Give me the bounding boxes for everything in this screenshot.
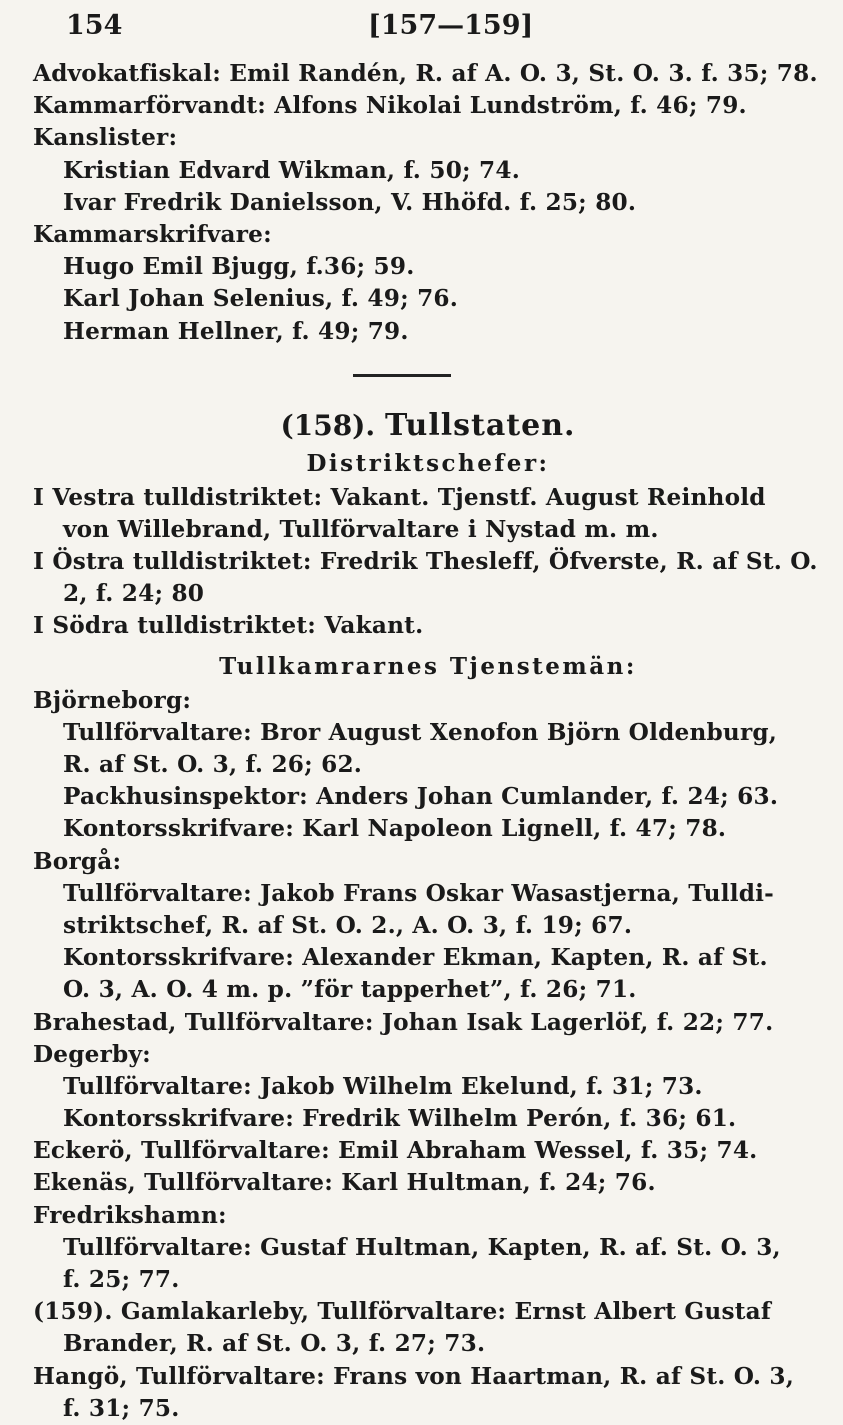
section-title: Tullstaten.	[384, 407, 576, 443]
text-line: f. 25; 77.	[63, 1266, 180, 1293]
text-line: (159). Gamlakarleby, Tullförvaltare: Ernst Albert Gustaf	[33, 1298, 772, 1326]
text-line: Borgå:	[33, 847, 122, 875]
officials-list	[33, 58, 823, 348]
text-line: Karl Johan Selenius, f. 49; 76.	[63, 285, 459, 313]
text-line: Herman Hellner, f. 49; 79.	[63, 317, 409, 345]
text-line: R. af St. O. 3, f. 26; 62.	[63, 751, 363, 778]
text-line: Packhusinspektor: Anders Johan Cumlander, f. 24; 63.	[63, 783, 779, 811]
text-line: Kanslister:	[33, 124, 178, 152]
text-line: Kontorsskrifvare: Fredrik Wilhelm Perón, f. 36; 61.	[63, 1105, 737, 1133]
page-header	[0, 10, 843, 46]
separator-row	[33, 348, 823, 406]
text-line: Tullförvaltare: Gustaf Hultman, Kapten, R. af. St. O. 3,	[63, 1233, 781, 1261]
section-range: [157—159]	[368, 10, 534, 41]
text-line: Kammarskrifvare:	[33, 220, 272, 248]
page-content	[33, 58, 823, 1425]
text-line: von Willebrand, Tullförvaltare i Nystad m. m.	[63, 515, 659, 543]
text-line: O. 3, A. O. 4 m. p. ”för tapperhet”, f. 26; 71.	[63, 976, 637, 1004]
subheading-customs-officials: Tullkamrarnes Tjenstemän:	[219, 652, 637, 680]
text-line: Björneborg:	[33, 686, 192, 714]
text-line: I Vestra tulldistriktet: Vakant. Tjenstf. August Reinhold	[33, 483, 766, 511]
customs-officials-list	[33, 685, 823, 1425]
text-line: Ivar Fredrik Danielsson, V. Hhöfd. f. 25; 80.	[63, 188, 637, 216]
text-line: Hugo Emil Bjugg, f.36; 59.	[63, 253, 415, 281]
separator-rule	[353, 374, 451, 377]
text-line: Kontorsskrifvare: Karl Napoleon Lignell, f. 47; 78.	[63, 815, 727, 843]
text-line: Advokatfiskal: Emil Randén, R. af A. O. 3, St. O. 3. f. 35; 78.	[33, 60, 818, 87]
text-line: Kontorsskrifvare: Alexander Ekman, Kapten, R. af St.	[63, 944, 768, 972]
text-line: Ekenäs, Tullförvaltare: Karl Hultman, f. 24; 76.	[33, 1169, 656, 1197]
text-line: Hangö, Tullförvaltare: Frans von Haartman, R. af St. O. 3,	[33, 1362, 794, 1390]
text-line: Brahestad, Tullförvaltare: Johan Isak Lagerlöf, f. 22; 77.	[33, 1008, 774, 1036]
section-number: (158).	[280, 408, 376, 442]
text-line: Kristian Edvard Wikman, f. 50; 74.	[63, 156, 520, 184]
text-line: I Östra tulldistriktet: Fredrik Thesleff, Öfverste, R. af St. O.	[33, 548, 818, 576]
district-chiefs-list	[33, 482, 823, 643]
text-line: striktschef, R. af St. O. 2., A. O. 3, f. 19; 67.	[63, 911, 633, 939]
text-line: Kammarförvandt: Alfons Nikolai Lundström, f. 46; 79.	[33, 92, 747, 120]
text-line: f. 31; 75.	[63, 1394, 180, 1422]
section-heading	[33, 406, 823, 446]
text-line: Degerby:	[33, 1040, 151, 1068]
page-number: 154	[66, 10, 123, 41]
text-line: Tullförvaltare: Jakob Frans Oskar Wasastjerna, Tulldi-	[63, 879, 774, 907]
text-line: I Södra tulldistriktet: Vakant.	[33, 612, 424, 640]
text-line: Brander, R. af St. O. 3, f. 27; 73.	[63, 1330, 486, 1358]
text-line: Tullförvaltare: Jakob Wilhelm Ekelund, f. 31; 73.	[63, 1072, 703, 1100]
text-line: 2, f. 24; 80	[63, 580, 205, 608]
text-line: Fredrikshamn:	[33, 1201, 227, 1229]
text-line: Tullförvaltare: Bror August Xenofon Björn Oldenburg,	[63, 718, 778, 746]
subheading-district-chiefs: Distriktschefer:	[306, 449, 550, 477]
text-line: Eckerö, Tullförvaltare: Emil Abraham Wessel, f. 35; 74.	[33, 1137, 758, 1165]
